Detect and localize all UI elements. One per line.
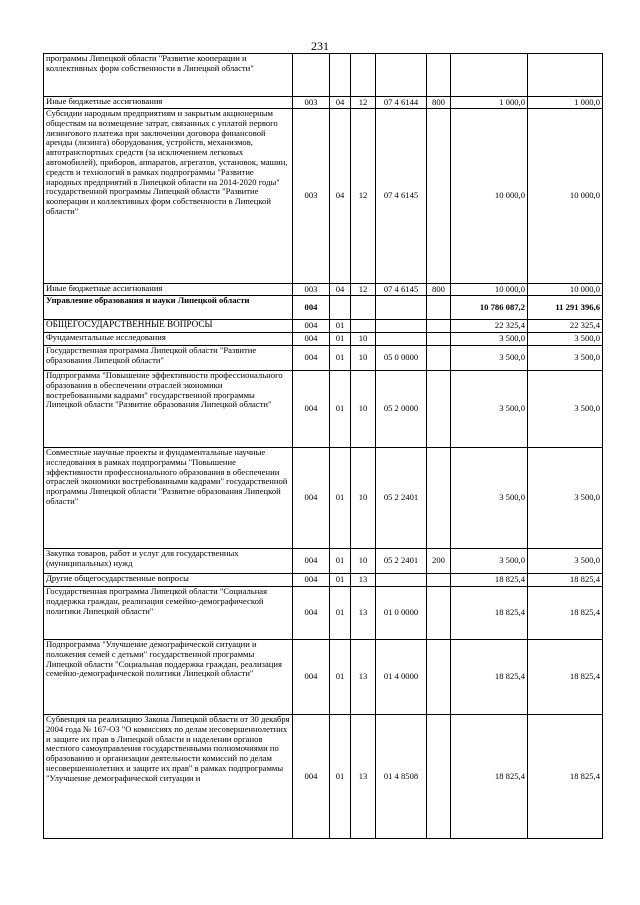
table-row bbox=[44, 97, 603, 109]
table-row bbox=[44, 54, 603, 97]
table-row bbox=[44, 574, 603, 587]
row-name: Государственная программа Липецкой области "Социальная поддержка граждан, реализация семейно-демографической политики Липецкой области" bbox=[44, 587, 293, 640]
row-sum-2: 11 291 396,6 bbox=[528, 296, 603, 320]
table-row bbox=[44, 371, 603, 448]
row-sum-1: 3 500,0 bbox=[451, 346, 528, 371]
row-cs-code: 05 2 2401 bbox=[376, 549, 427, 574]
row-name: Совместные научные проекты и фундаментальные научные исследования в рамках подпрограммы "Повышение эффективности профессионального образования в обеспечении отраслей экономики востребованными кадрами" государственной программы Липецкой области "Развитие образования Липецкой области" bbox=[44, 448, 293, 549]
row-gr-code: 003 bbox=[293, 97, 330, 109]
row-pr-code: 10 bbox=[351, 549, 376, 574]
row-rz-code: 01 bbox=[330, 574, 351, 587]
row-pr-code bbox=[351, 320, 376, 333]
table-row bbox=[44, 284, 603, 296]
row-vr-code: 800 bbox=[427, 97, 451, 109]
row-vr-code bbox=[427, 715, 451, 839]
row-sum-2: 18 825,4 bbox=[528, 640, 603, 715]
row-rz-code: 04 bbox=[330, 284, 351, 296]
row-rz-code: 01 bbox=[330, 640, 351, 715]
row-gr-code: 003 bbox=[293, 284, 330, 296]
row-vr-code bbox=[427, 346, 451, 371]
row-name: ОБЩЕГОСУДАРСТВЕННЫЕ ВОПРОСЫ bbox=[44, 320, 293, 333]
row-sum-2: 3 500,0 bbox=[528, 549, 603, 574]
row-name: Субсидии народным предприятиям и закрытым акционерным обществам на возмещение затрат, связанных с уплатой первого лизингового платежа при заключении договора финансовой аренды (лизинга) оборудования, устройств, механизмов, автотранспортных средств (за исключением легковых автомобилей), приборов, аппаратов, агрегатов, установок, машин, средств и технологий в рамках подпрограммы "Развитие народных предприятий в Липецкой области на 2014-2020 годы" государственной программы Липецкой области "Развитие кооперации и коллективных форм собственности в Липецкой области" bbox=[44, 109, 293, 284]
row-sum-1: 3 500,0 bbox=[451, 549, 528, 574]
row-gr-code: 004 bbox=[293, 333, 330, 346]
row-sum-1: 10 786 087,2 bbox=[451, 296, 528, 320]
row-pr-code: 13 bbox=[351, 715, 376, 839]
row-name: Другие общегосударственные вопросы bbox=[44, 574, 293, 587]
row-sum-2: 10 000,0 bbox=[528, 284, 603, 296]
row-cs-code bbox=[376, 320, 427, 333]
row-sum-2: 18 825,4 bbox=[528, 574, 603, 587]
row-pr-code: 12 bbox=[351, 97, 376, 109]
row-rz-code: 01 bbox=[330, 320, 351, 333]
row-name: Государственная программа Липецкой области "Развитие образования Липецкой области" bbox=[44, 346, 293, 371]
row-rz-code: 01 bbox=[330, 448, 351, 549]
row-gr-code: 004 bbox=[293, 296, 330, 320]
row-gr-code: 004 bbox=[293, 448, 330, 549]
row-sum-1: 18 825,4 bbox=[451, 640, 528, 715]
row-sum-1: 1 000,0 bbox=[451, 97, 528, 109]
row-cs-code: 07 4 6144 bbox=[376, 97, 427, 109]
row-sum-2: 3 500,0 bbox=[528, 371, 603, 448]
row-pr-code: 10 bbox=[351, 333, 376, 346]
row-sum-1: 3 500,0 bbox=[451, 333, 528, 346]
row-gr-code: 004 bbox=[293, 587, 330, 640]
row-name: Субвенция на реализацию Закона Липецкой области от 30 декабря 2004 года № 167-ОЗ "О комиссиях по делам несовершеннолетних и защите их прав в Липецкой области и наделении органов местного самоуправления государственными полномочиями по образованию и организации деятельности комиссий по делам несовершеннолетних и защите их прав" в рамках подпрограммы "Улучшение демографической ситуации и bbox=[44, 715, 293, 839]
table-row bbox=[44, 333, 603, 346]
row-rz-code bbox=[330, 54, 351, 97]
row-sum-2: 3 500,0 bbox=[528, 346, 603, 371]
row-gr-code: 004 bbox=[293, 371, 330, 448]
row-gr-code: 004 bbox=[293, 346, 330, 371]
row-sum-1 bbox=[451, 54, 528, 97]
row-pr-code: 12 bbox=[351, 109, 376, 284]
table-row bbox=[44, 640, 603, 715]
row-cs-code bbox=[376, 54, 427, 97]
table-row bbox=[44, 346, 603, 371]
row-gr-code: 004 bbox=[293, 574, 330, 587]
row-rz-code: 04 bbox=[330, 109, 351, 284]
budget-table bbox=[43, 53, 603, 839]
row-vr-code bbox=[427, 333, 451, 346]
row-name: Управление образования и науки Липецкой области bbox=[44, 296, 293, 320]
row-sum-2: 3 500,0 bbox=[528, 333, 603, 346]
row-sum-2 bbox=[528, 54, 603, 97]
row-sum-1: 22 325,4 bbox=[451, 320, 528, 333]
row-gr-code bbox=[293, 54, 330, 97]
row-pr-code: 13 bbox=[351, 640, 376, 715]
row-name: программы Липецкой области "Развитие кооперации и коллективных форм собственности в Липецкой области" bbox=[44, 54, 293, 97]
row-cs-code: 01 0 0000 bbox=[376, 587, 427, 640]
row-name: Фундаментальные исследования bbox=[44, 333, 293, 346]
row-vr-code bbox=[427, 296, 451, 320]
row-vr-code bbox=[427, 448, 451, 549]
row-cs-code: 05 0 0000 bbox=[376, 346, 427, 371]
row-pr-code: 10 bbox=[351, 346, 376, 371]
row-gr-code: 004 bbox=[293, 640, 330, 715]
row-name: Подпрограмма "Повышение эффективности профессионального образования в обеспечении отраслей экономики востребованными кадрами" государственной программы Липецкой области "Развитие образования Липецкой области" bbox=[44, 371, 293, 448]
row-sum-1: 10 000,0 bbox=[451, 284, 528, 296]
row-sum-1: 10 000,0 bbox=[451, 109, 528, 284]
row-sum-1: 18 825,4 bbox=[451, 587, 528, 640]
row-cs-code: 07 4 6145 bbox=[376, 284, 427, 296]
row-gr-code: 004 bbox=[293, 320, 330, 333]
row-vr-code bbox=[427, 587, 451, 640]
table-row bbox=[44, 715, 603, 839]
row-vr-code: 800 bbox=[427, 284, 451, 296]
row-sum-2: 1 000,0 bbox=[528, 97, 603, 109]
row-cs-code bbox=[376, 574, 427, 587]
table-row bbox=[44, 296, 603, 320]
table-row bbox=[44, 587, 603, 640]
row-rz-code: 01 bbox=[330, 587, 351, 640]
row-cs-code bbox=[376, 333, 427, 346]
row-sum-1: 3 500,0 bbox=[451, 371, 528, 448]
row-cs-code: 07 4 6145 bbox=[376, 109, 427, 284]
row-cs-code bbox=[376, 296, 427, 320]
row-vr-code bbox=[427, 371, 451, 448]
row-pr-code: 12 bbox=[351, 284, 376, 296]
row-cs-code: 05 2 2401 bbox=[376, 448, 427, 549]
row-cs-code: 01 4 8508 bbox=[376, 715, 427, 839]
row-sum-2: 18 825,4 bbox=[528, 587, 603, 640]
row-name: Подпрограмма "Улучшение демографической ситуации и положения семей с детьми" государственной программы Липецкой области "Социальная поддержка граждан, реализация семейно-демографической политики Липецкой области" bbox=[44, 640, 293, 715]
row-vr-code bbox=[427, 109, 451, 284]
row-gr-code: 004 bbox=[293, 715, 330, 839]
table-row bbox=[44, 549, 603, 574]
row-gr-code: 004 bbox=[293, 549, 330, 574]
row-sum-1: 3 500,0 bbox=[451, 448, 528, 549]
row-pr-code bbox=[351, 296, 376, 320]
table-row bbox=[44, 320, 603, 333]
row-pr-code: 13 bbox=[351, 587, 376, 640]
row-cs-code: 01 4 0000 bbox=[376, 640, 427, 715]
row-rz-code: 01 bbox=[330, 549, 351, 574]
table-row bbox=[44, 448, 603, 549]
row-rz-code: 01 bbox=[330, 715, 351, 839]
row-name: Закупка товаров, работ и услуг для государственных (муниципальных) нужд bbox=[44, 549, 293, 574]
row-name: Иные бюджетные ассигнования bbox=[44, 284, 293, 296]
row-pr-code: 13 bbox=[351, 574, 376, 587]
row-rz-code: 04 bbox=[330, 97, 351, 109]
row-vr-code bbox=[427, 640, 451, 715]
row-rz-code: 01 bbox=[330, 346, 351, 371]
row-sum-2: 10 000,0 bbox=[528, 109, 603, 284]
row-rz-code: 01 bbox=[330, 333, 351, 346]
table-row bbox=[44, 109, 603, 284]
row-sum-2: 3 500,0 bbox=[528, 448, 603, 549]
row-rz-code: 01 bbox=[330, 371, 351, 448]
row-gr-code: 003 bbox=[293, 109, 330, 284]
row-sum-2: 18 825,4 bbox=[528, 715, 603, 839]
row-cs-code: 05 2 0000 bbox=[376, 371, 427, 448]
row-vr-code bbox=[427, 320, 451, 333]
row-name: Иные бюджетные ассигнования bbox=[44, 97, 293, 109]
row-rz-code bbox=[330, 296, 351, 320]
row-vr-code: 200 bbox=[427, 549, 451, 574]
row-vr-code bbox=[427, 574, 451, 587]
row-sum-1: 18 825,4 bbox=[451, 574, 528, 587]
row-sum-2: 22 325,4 bbox=[528, 320, 603, 333]
row-pr-code bbox=[351, 54, 376, 97]
row-sum-1: 18 825,4 bbox=[451, 715, 528, 839]
row-pr-code: 10 bbox=[351, 448, 376, 549]
row-pr-code: 10 bbox=[351, 371, 376, 448]
row-vr-code bbox=[427, 54, 451, 97]
page-number: 231 bbox=[311, 39, 329, 53]
